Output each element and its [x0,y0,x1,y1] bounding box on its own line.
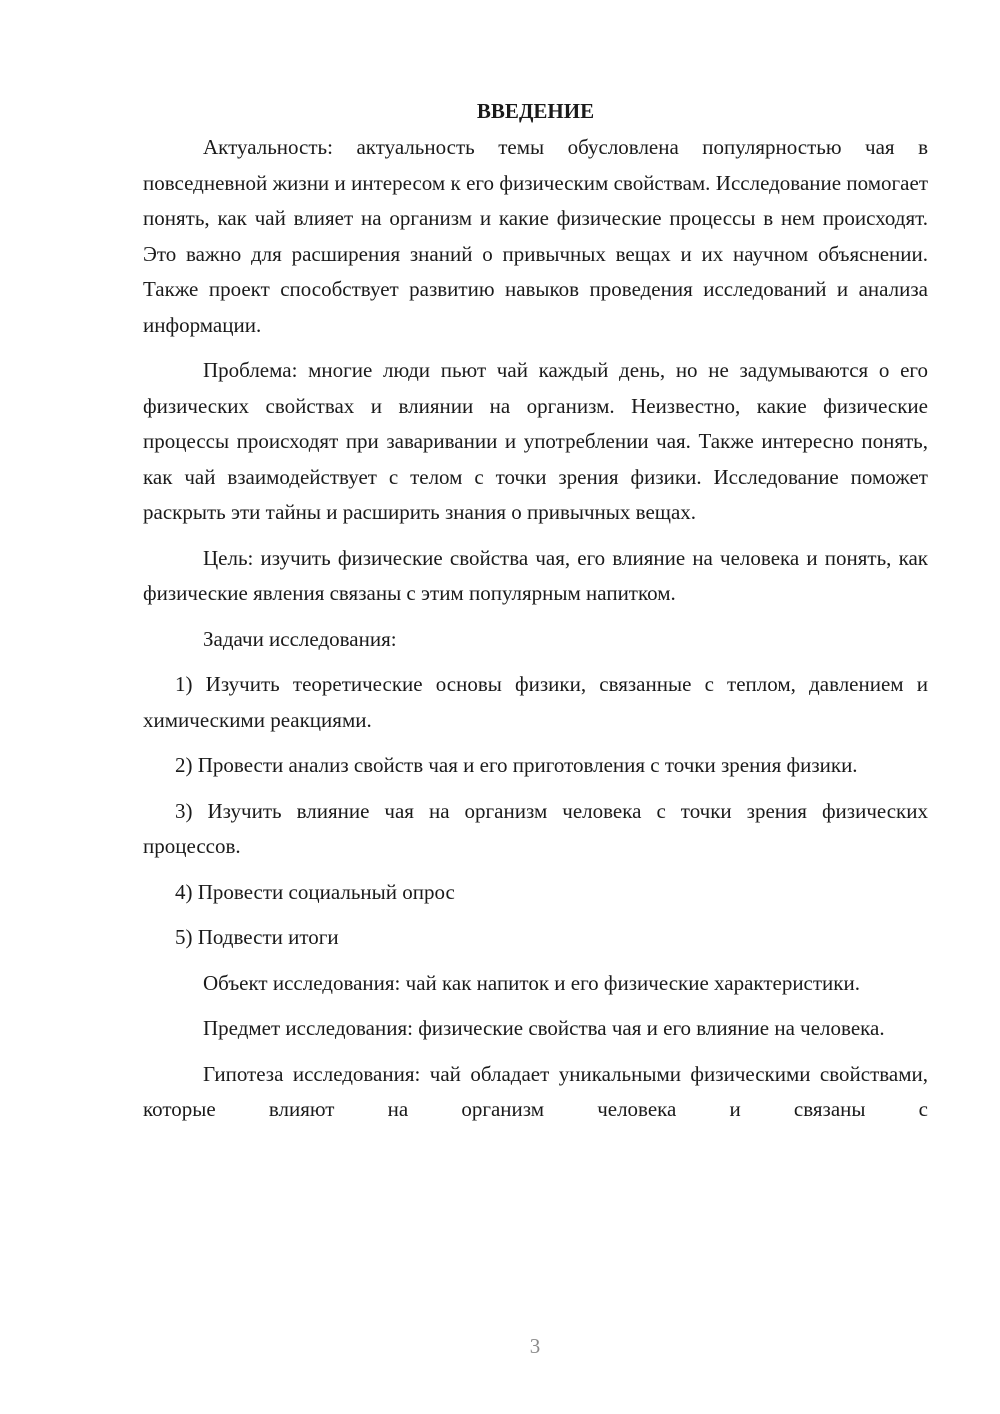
task-item-1: 1) Изучить теоретические основы физики, связанные с теплом, давлением и химическими реакциями. [143,672,928,732]
paragraph-problem: Проблема: многие люди пьют чай каждый день, но не задумываются о его физических свойствах и влиянии на организм. Неизвестно, какие физические процессы происходят при заваривании и употреблении чая. Также интересно понять, как чай взаимодействует с телом с точки зрения физики. Исследование поможет раскрыть эти тайны и расширить знания о привычных вещах. [143,358,928,524]
paragraph-relevance: Актуальность: актуальность темы обусловлена популярностью чая в повседневной жизни и интересом к его физическим свойствам. Исследование помогает понять, как чай влияет на организм и какие физические процессы в нем происходят. Это важно для расширения знаний о привычных вещах и их научном объяснении. Также проект способствует развитию навыков проведения исследований и анализа информации. [143,135,928,337]
section-heading: ВВЕДЕНИЕ [476,99,595,123]
page-number: 3 [529,1334,541,1358]
task-item-3: 3) Изучить влияние чая на организм человека с точки зрения физических процессов. [143,798,928,858]
task-item-5: 5) Подвести итоги [175,925,339,949]
paragraph-hypothesis: Гипотеза исследования: чай обладает уникальными физическими свойствами, которые влияют на организм человека и связаны с [143,1061,928,1121]
task-item-2: 2) Провести анализ свойств чая и его приготовления с точки зрения физики. [175,753,858,777]
task-item-4: 4) Провести социальный опрос [175,879,455,904]
paragraph-object: Объект исследования: чай как напиток и его физические характеристики. [203,970,860,995]
paragraph-goal: Цель: изучить физические свойства чая, его влияние на человека и понять, как физические явления связаны с этим популярным напитком. [143,545,928,605]
paragraph-tasks-title: Задачи исследования: [203,626,397,651]
document-page [143,96,928,1138]
paragraph-subject: Предмет исследования: физические свойства чая и его влияние на человека. [203,1016,885,1040]
